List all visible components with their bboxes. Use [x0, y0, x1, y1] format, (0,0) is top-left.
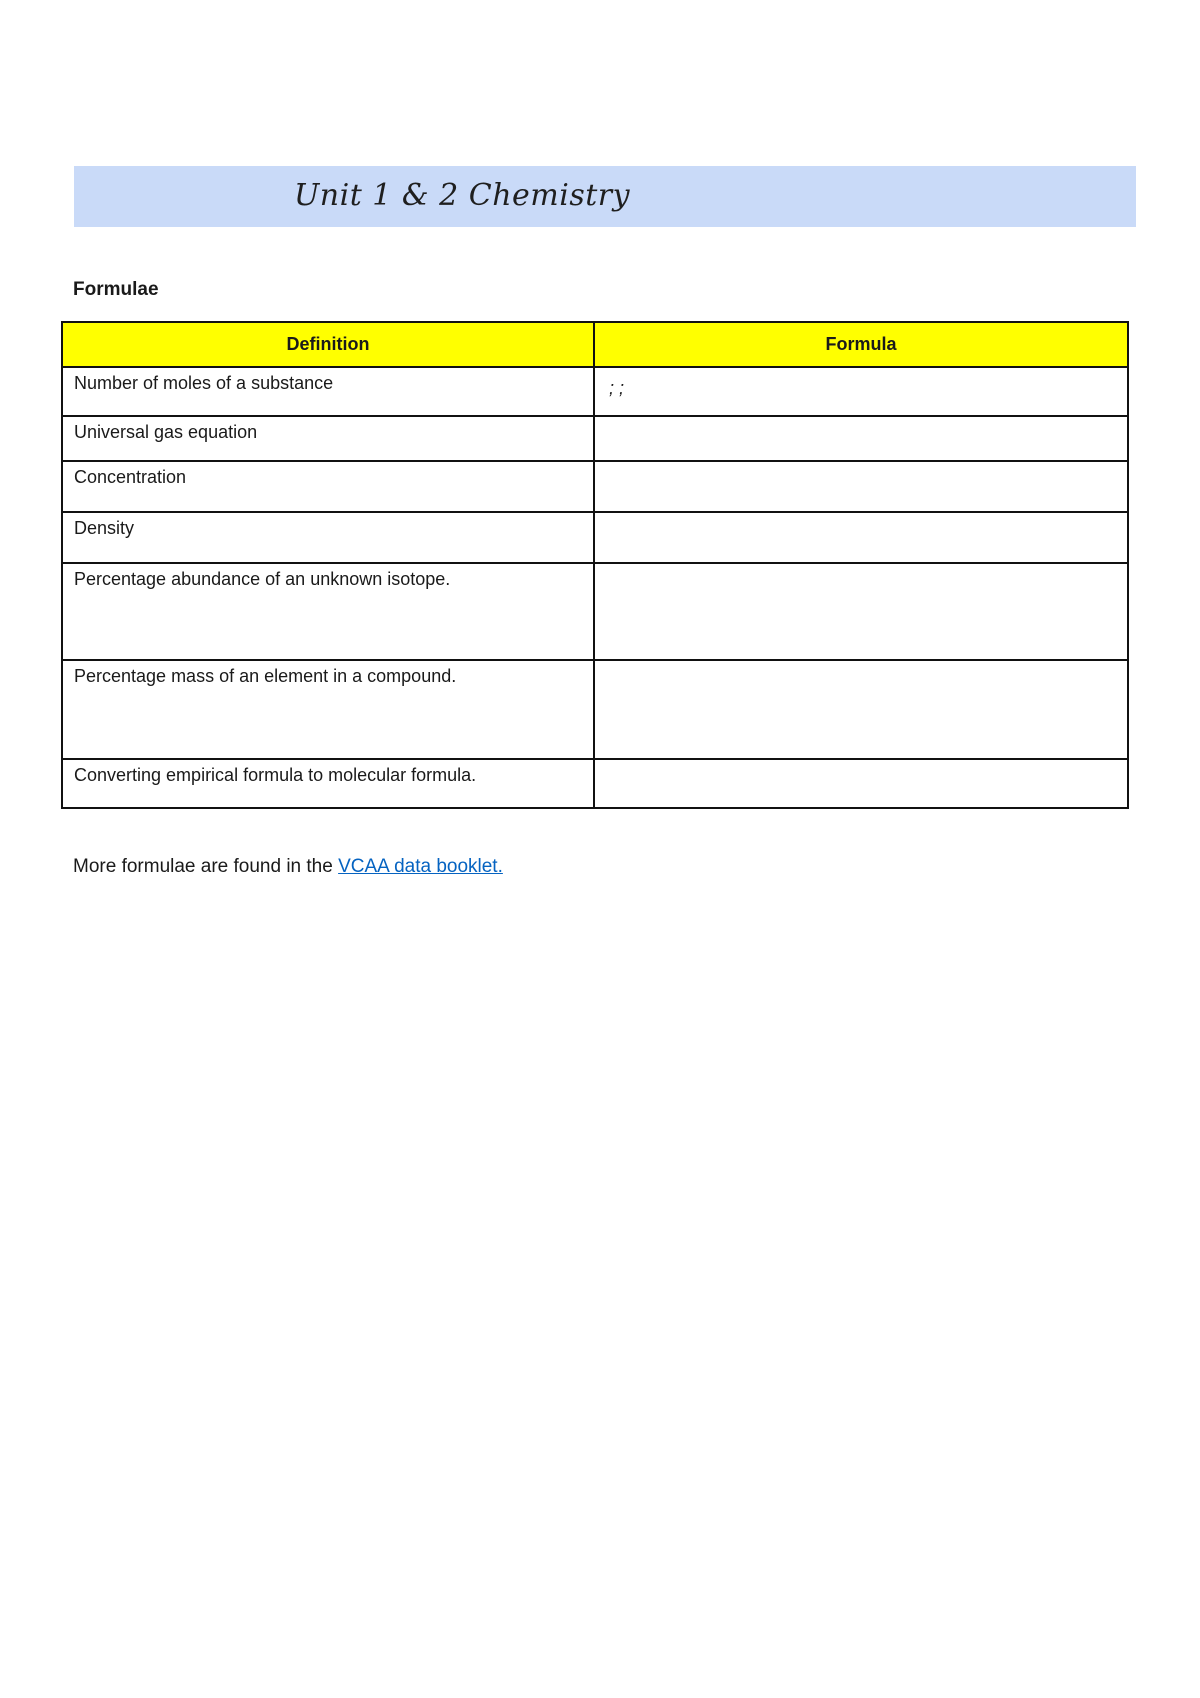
footer-note-text: More formulae are found in the	[73, 856, 339, 877]
title-banner	[74, 166, 1136, 227]
table-row	[62, 416, 1128, 461]
formula-cell[interactable]	[594, 461, 1128, 512]
definition-cell: Universal gas equation	[62, 416, 594, 461]
table-header-row	[62, 322, 1128, 367]
table-row	[62, 759, 1128, 808]
definition-cell: Density	[62, 512, 594, 563]
footer-note	[73, 856, 503, 878]
table-row	[62, 461, 1128, 512]
column-header-formula: Formula	[594, 322, 1128, 367]
formula-cell[interactable]	[594, 660, 1128, 759]
definition-cell: Number of moles of a substance	[62, 367, 594, 416]
formula-cell[interactable]: ; ;	[594, 367, 1128, 416]
table-row	[62, 563, 1128, 660]
section-heading: Formulae	[73, 279, 159, 300]
table-row	[62, 367, 1128, 416]
table-row	[62, 512, 1128, 563]
formulae-table	[61, 321, 1129, 809]
table-row	[62, 660, 1128, 759]
definition-cell: Concentration	[62, 461, 594, 512]
formula-cell[interactable]	[594, 512, 1128, 563]
definition-cell: Percentage mass of an element in a compound.	[62, 660, 594, 759]
formula-cell[interactable]	[594, 759, 1128, 808]
column-header-definition: Definition	[62, 322, 594, 367]
vcaa-data-booklet-link[interactable]: VCAA data booklet.	[338, 856, 503, 877]
page-title: Unit 1 & 2 Chemistry	[294, 178, 631, 213]
definition-cell: Converting empirical formula to molecular formula.	[62, 759, 594, 808]
formula-cell[interactable]	[594, 416, 1128, 461]
formula-cell[interactable]	[594, 563, 1128, 660]
definition-cell: Percentage abundance of an unknown isotope.	[62, 563, 594, 660]
